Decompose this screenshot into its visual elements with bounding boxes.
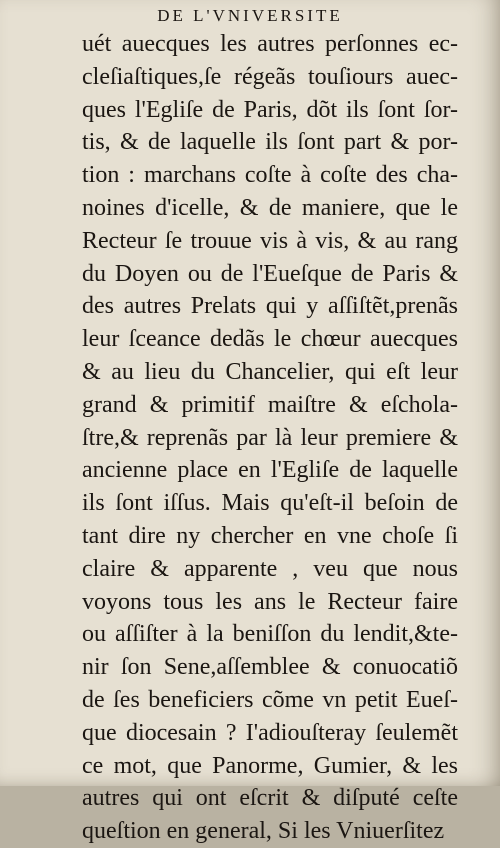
text-line: ques l'Egliſe de Paris, dõt ils ſont ſor- [82,96,458,123]
text-line: du Doyen ou de l'Eueſque de Paris & [82,260,458,287]
text-line: tant dire ny chercher en vne choſe ſi [82,522,458,549]
text-line: tion : marchans coſte à coſte des cha- [82,162,458,189]
text-line: ou aſſiſter à la beniſſon du lendit,&te- [82,621,458,648]
text-line: tis, & de laquelle ils ſont part & por- [82,129,458,156]
text-line: ce mot, que Panorme, Gumier, & les [82,752,458,779]
text-line: uét auecques les autres perſonnes ec- [82,31,458,57]
text-line: noines d'icelle, & de maniere, que le [82,194,458,221]
text-line: voyons tous les ans le Recteur faire [82,588,458,615]
text-line: ils ſont iſſus. Mais qu'eſt-il beſoin de [82,490,458,517]
text-line: cleſiaſtiques,ſe régeãs touſiours auec- [82,63,458,90]
text-line: nir ſon Sene,aſſemblee & conuocatiõ [82,654,458,681]
text-line: claire & apparente , veu que nous [82,555,458,582]
body-text [82,28,458,848]
text-line: queſtion en general, Si les Vniuerſitez [82,818,445,845]
text-line: ancienne place en l'Egliſe de laquelle [82,457,458,484]
running-head: DE L'VNIVERSITE [157,6,343,25]
text-line: de ſes beneficiers cõme vn petit Eueſ- [82,686,458,713]
text-line: des autres Prelats qui y aſſiſtẽt,prenãs [82,293,458,320]
text-line: ſtre,& reprenãs par là leur premiere & [82,424,458,451]
text-line: & au lieu du Chancelier, qui eſt leur [82,358,458,385]
text-line: grand & primitif maiſtre & eſchola- [82,391,458,418]
text-line: que diocesain ? I'adiouſteray ſeulemẽt [82,719,458,746]
text-line: Recteur ſe trouue vis à vis, & au rang [82,227,458,254]
text-line: autres qui ont eſcrit & diſputé ceſte [82,785,458,812]
text-line: leur ſceance dedãs le chœur auecques [82,326,458,353]
